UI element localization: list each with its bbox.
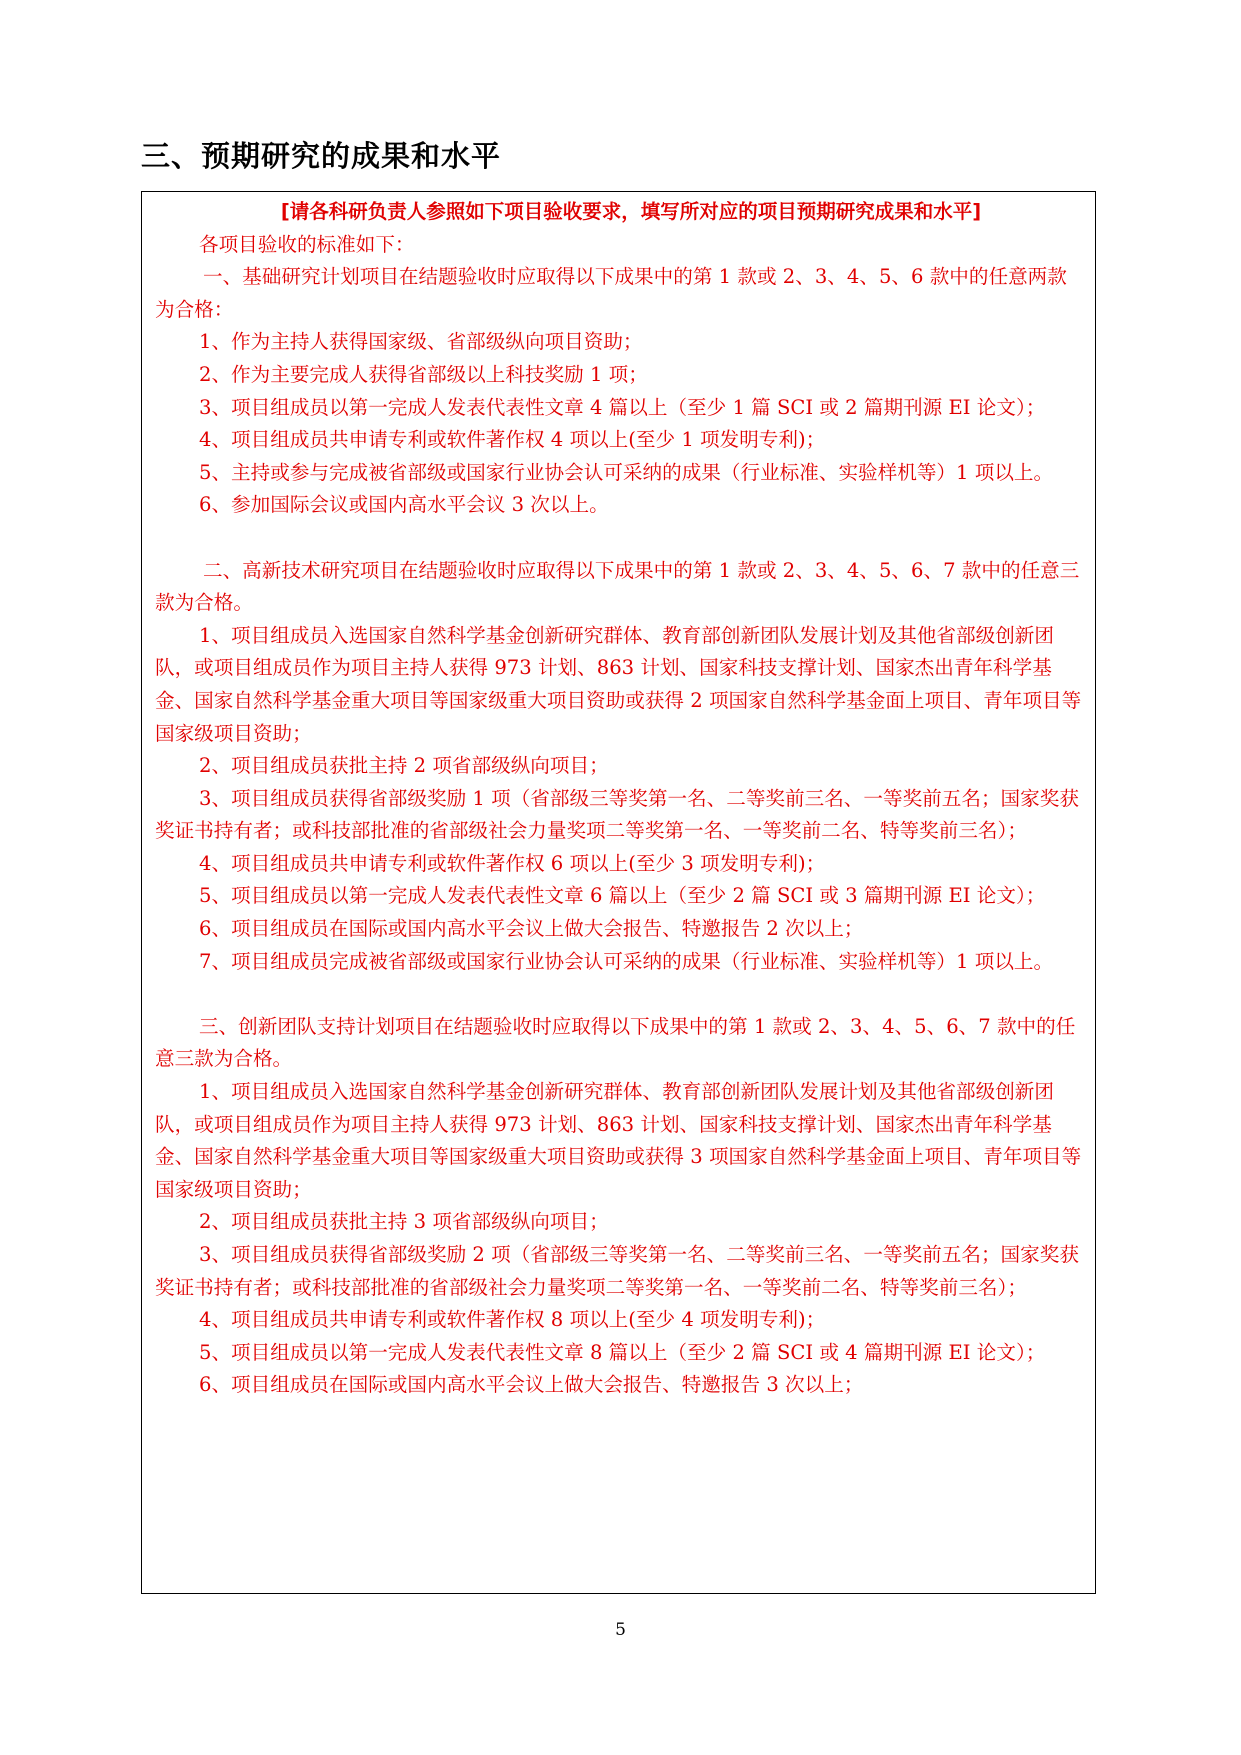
list-item: 5、项目组成员以第一完成人发表代表性文章 6 篇以上（至少 2 篇 SCI 或 3 篇期刊源 EI 论文）； <box>199 884 1046 908</box>
list-item: 3、项目组成员获得省部级奖励 2 项（省部级三等奖第一名、二等奖前三名、一等奖前五名；国家奖获奖证书持有者；或科技部批准的省部级社会力量奖项二等奖第一名、一等奖前二名、特等奖前三名）； <box>155 1243 1079 1299</box>
list-item: 6、项目组成员在国际或国内高水平会议上做大会报告、特邀报告 2 次以上； <box>199 917 864 941</box>
list-item: 4、项目组成员共申请专利或软件著作权 8 项以上(至少 4 项发明专利)； <box>199 1308 826 1332</box>
list-item: 2、作为主要完成人获得省部级以上科技奖励 1 项； <box>199 362 648 386</box>
list-item: 1、项目组成员入选国家自然科学基金创新研究群体、教育部创新团队发展计划及其他省部级创新团队，或项目组成员作为项目主持人获得 973 计划、863 计划、国家科技支撑计划、国家杰出青年科学基金、国家自然科学基金重大项目等国家级重大项目资助或获得 2 项国家自然科学基金面上项目、青年项目等国家级项目资助； <box>155 623 1082 745</box>
section-title: 三、预期研究的成果和水平 <box>141 139 502 173</box>
list-item: 4、项目组成员共申请专利或软件著作权 4 项以上(至少 1 项发明专利)； <box>199 428 826 452</box>
list-item: 1、项目组成员入选国家自然科学基金创新研究群体、教育部创新团队发展计划及其他省部级创新团队，或项目组成员作为项目主持人获得 973 计划、863 计划、国家科技支撑计划、国家杰出青年科学基金、国家自然科学基金重大项目等国家级重大项目资助或获得 3 项国家自然科学基金面上项目、青年项目等国家级项目资助； <box>155 1080 1082 1201</box>
intro-line: 各项目验收的标准如下： <box>199 232 415 256</box>
section-heading: 三、创新团队支持计划项目在结题验收时应取得以下成果中的第 1 款或 2、3、4、5、6、7 款中的任意三款为合格。 <box>155 1014 1076 1071</box>
list-item: 7、项目组成员完成被省部级或国家行业协会认可采纳的成果（行业标准、实验样机等）1 项以上。 <box>199 949 1054 973</box>
section-heading: 一、基础研究计划项目在结题验收时应取得以下成果中的第 1 款或 2、3、4、5、6 款中的任意两款为合格： <box>155 265 1067 321</box>
list-item: 6、参加国际会议或国内高水平会议 3 次以上。 <box>199 493 609 517</box>
paragraph-gap <box>155 522 1085 555</box>
section-heading: 二、高新技术研究项目在结题验收时应取得以下成果中的第 1 款或 2、3、4、5、6、7 款中的任意三款为合格。 <box>155 558 1080 615</box>
page-number: 5 <box>615 1620 626 1640</box>
list-item: 2、项目组成员获批主持 3 项省部级纵向项目； <box>199 1210 609 1234</box>
list-item: 3、项目组成员获得省部级奖励 1 项（省部级三等奖第一名、二等奖前三名、一等奖前五名；国家奖获奖证书持有者；或科技部批准的省部级社会力量奖项二等奖第一名、一等奖前二名、特等奖前三名）； <box>155 786 1079 843</box>
instruction-line: [请各科研负责人参照如下项目验收要求，填写所对应的项目预期研究成果和水平] <box>280 200 982 223</box>
paragraph-gap <box>155 978 1085 1011</box>
list-item: 6、项目组成员在国际或国内高水平会议上做大会报告、特邀报告 3 次以上； <box>199 1373 864 1397</box>
list-item: 4、项目组成员共申请专利或软件著作权 6 项以上(至少 3 项发明专利)； <box>199 851 826 875</box>
list-item: 1、作为主持人获得国家级、省部级纵向项目资助； <box>199 330 643 354</box>
list-item: 2、项目组成员获批主持 2 项省部级纵向项目； <box>199 754 609 778</box>
list-item: 3、项目组成员以第一完成人发表代表性文章 4 篇以上（至少 1 篇 SCI 或 2 篇期刊源 EI 论文）； <box>199 395 1046 419</box>
content-box <box>141 191 1096 1594</box>
list-item: 5、项目组成员以第一完成人发表代表性文章 8 篇以上（至少 2 篇 SCI 或 4 篇期刊源 EI 论文）； <box>199 1340 1046 1364</box>
list-item: 5、主持或参与完成被省部级或国家行业协会认可采纳的成果（行业标准、实验样机等）1 项以上。 <box>199 460 1054 484</box>
